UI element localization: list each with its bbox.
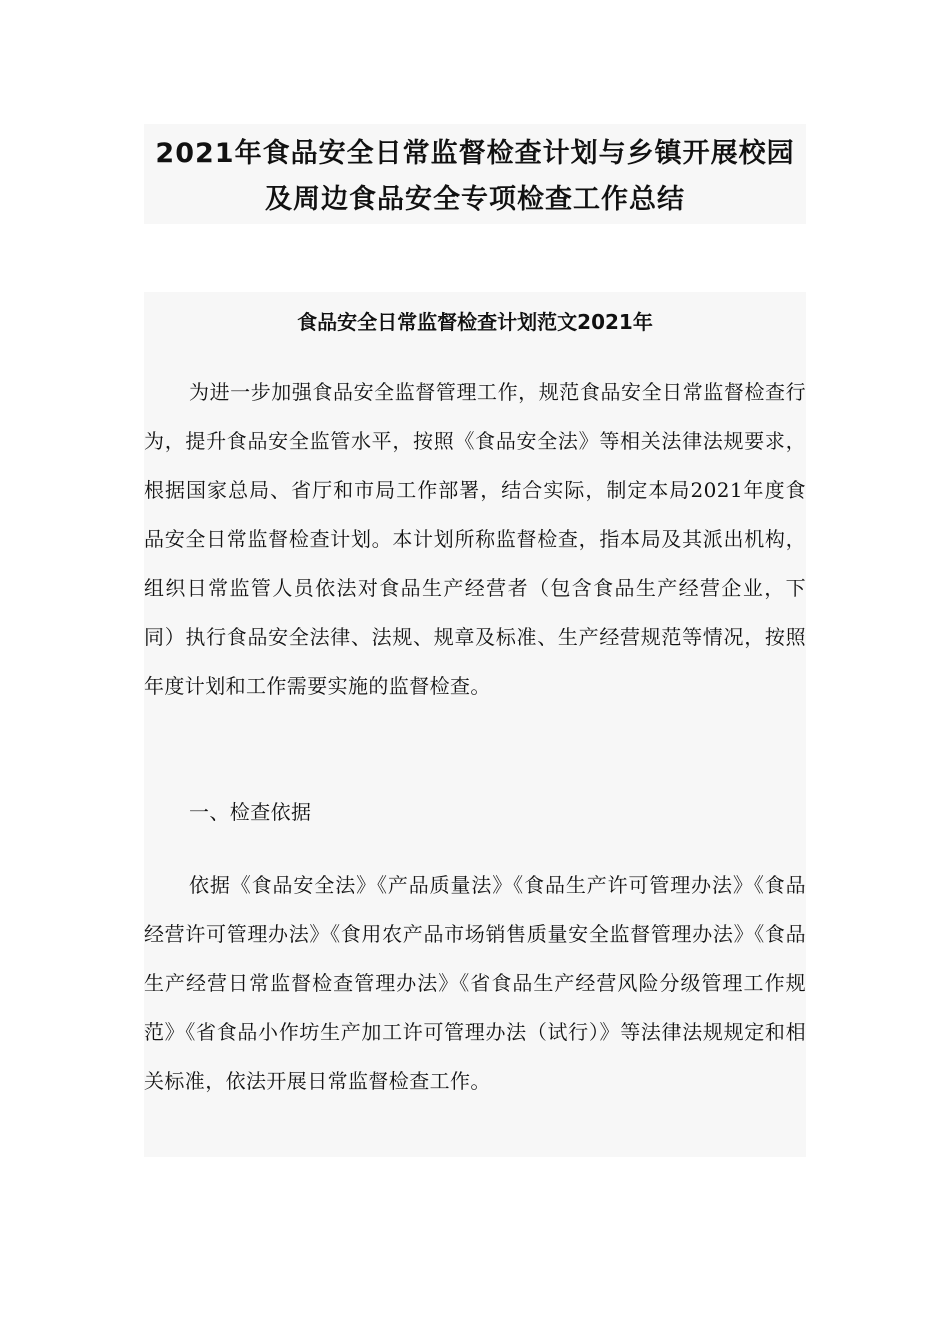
- document-title-line-1: 2021年食品安全日常监督检查计划与乡镇开展校园: [155, 138, 795, 169]
- paragraph-intro: 为进一步加强食品安全监督管理工作，规范食品安全日常监督检查行为，提升食品安全监管水平，按照《食品安全法》等相关法律法规要求，根据国家总局、省厅和市局工作部署，结合实际，制定本局2021年度食品安全日常监督检查计划。本计划所称监督检查，指本局及其派出机构，组织日常监管人员依法对食品生产经营者（包含食品生产经营企业，下同）执行食品安全法律、法规、规章及标准、生产经营规范等情况，按照年度计划和工作需要实施的监督检查。: [144, 380, 806, 698]
- paragraph-inspection-basis: 依据《食品安全法》《产品质量法》《食品生产许可管理办法》《食品经营许可管理办法》《食用农产品市场销售质量安全监督管理办法》《食品生产经营日常监督检查管理办法》《省食品生产经营风险分级管理工作规范》《省食品小作坊生产加工许可管理办法（试行）》等法律法规规定和相关标准，依法开展日常监督检查工作。: [144, 873, 806, 1093]
- title-block: [144, 124, 806, 224]
- section-title: 食品安全日常监督检查计划范文2021年: [297, 310, 653, 334]
- document-title: [144, 124, 806, 223]
- heading-inspection-basis: 一、检查依据: [189, 800, 312, 824]
- content-block: [144, 292, 806, 1157]
- document-title-line-2: 及周边食品安全专项检查工作总结: [265, 184, 685, 215]
